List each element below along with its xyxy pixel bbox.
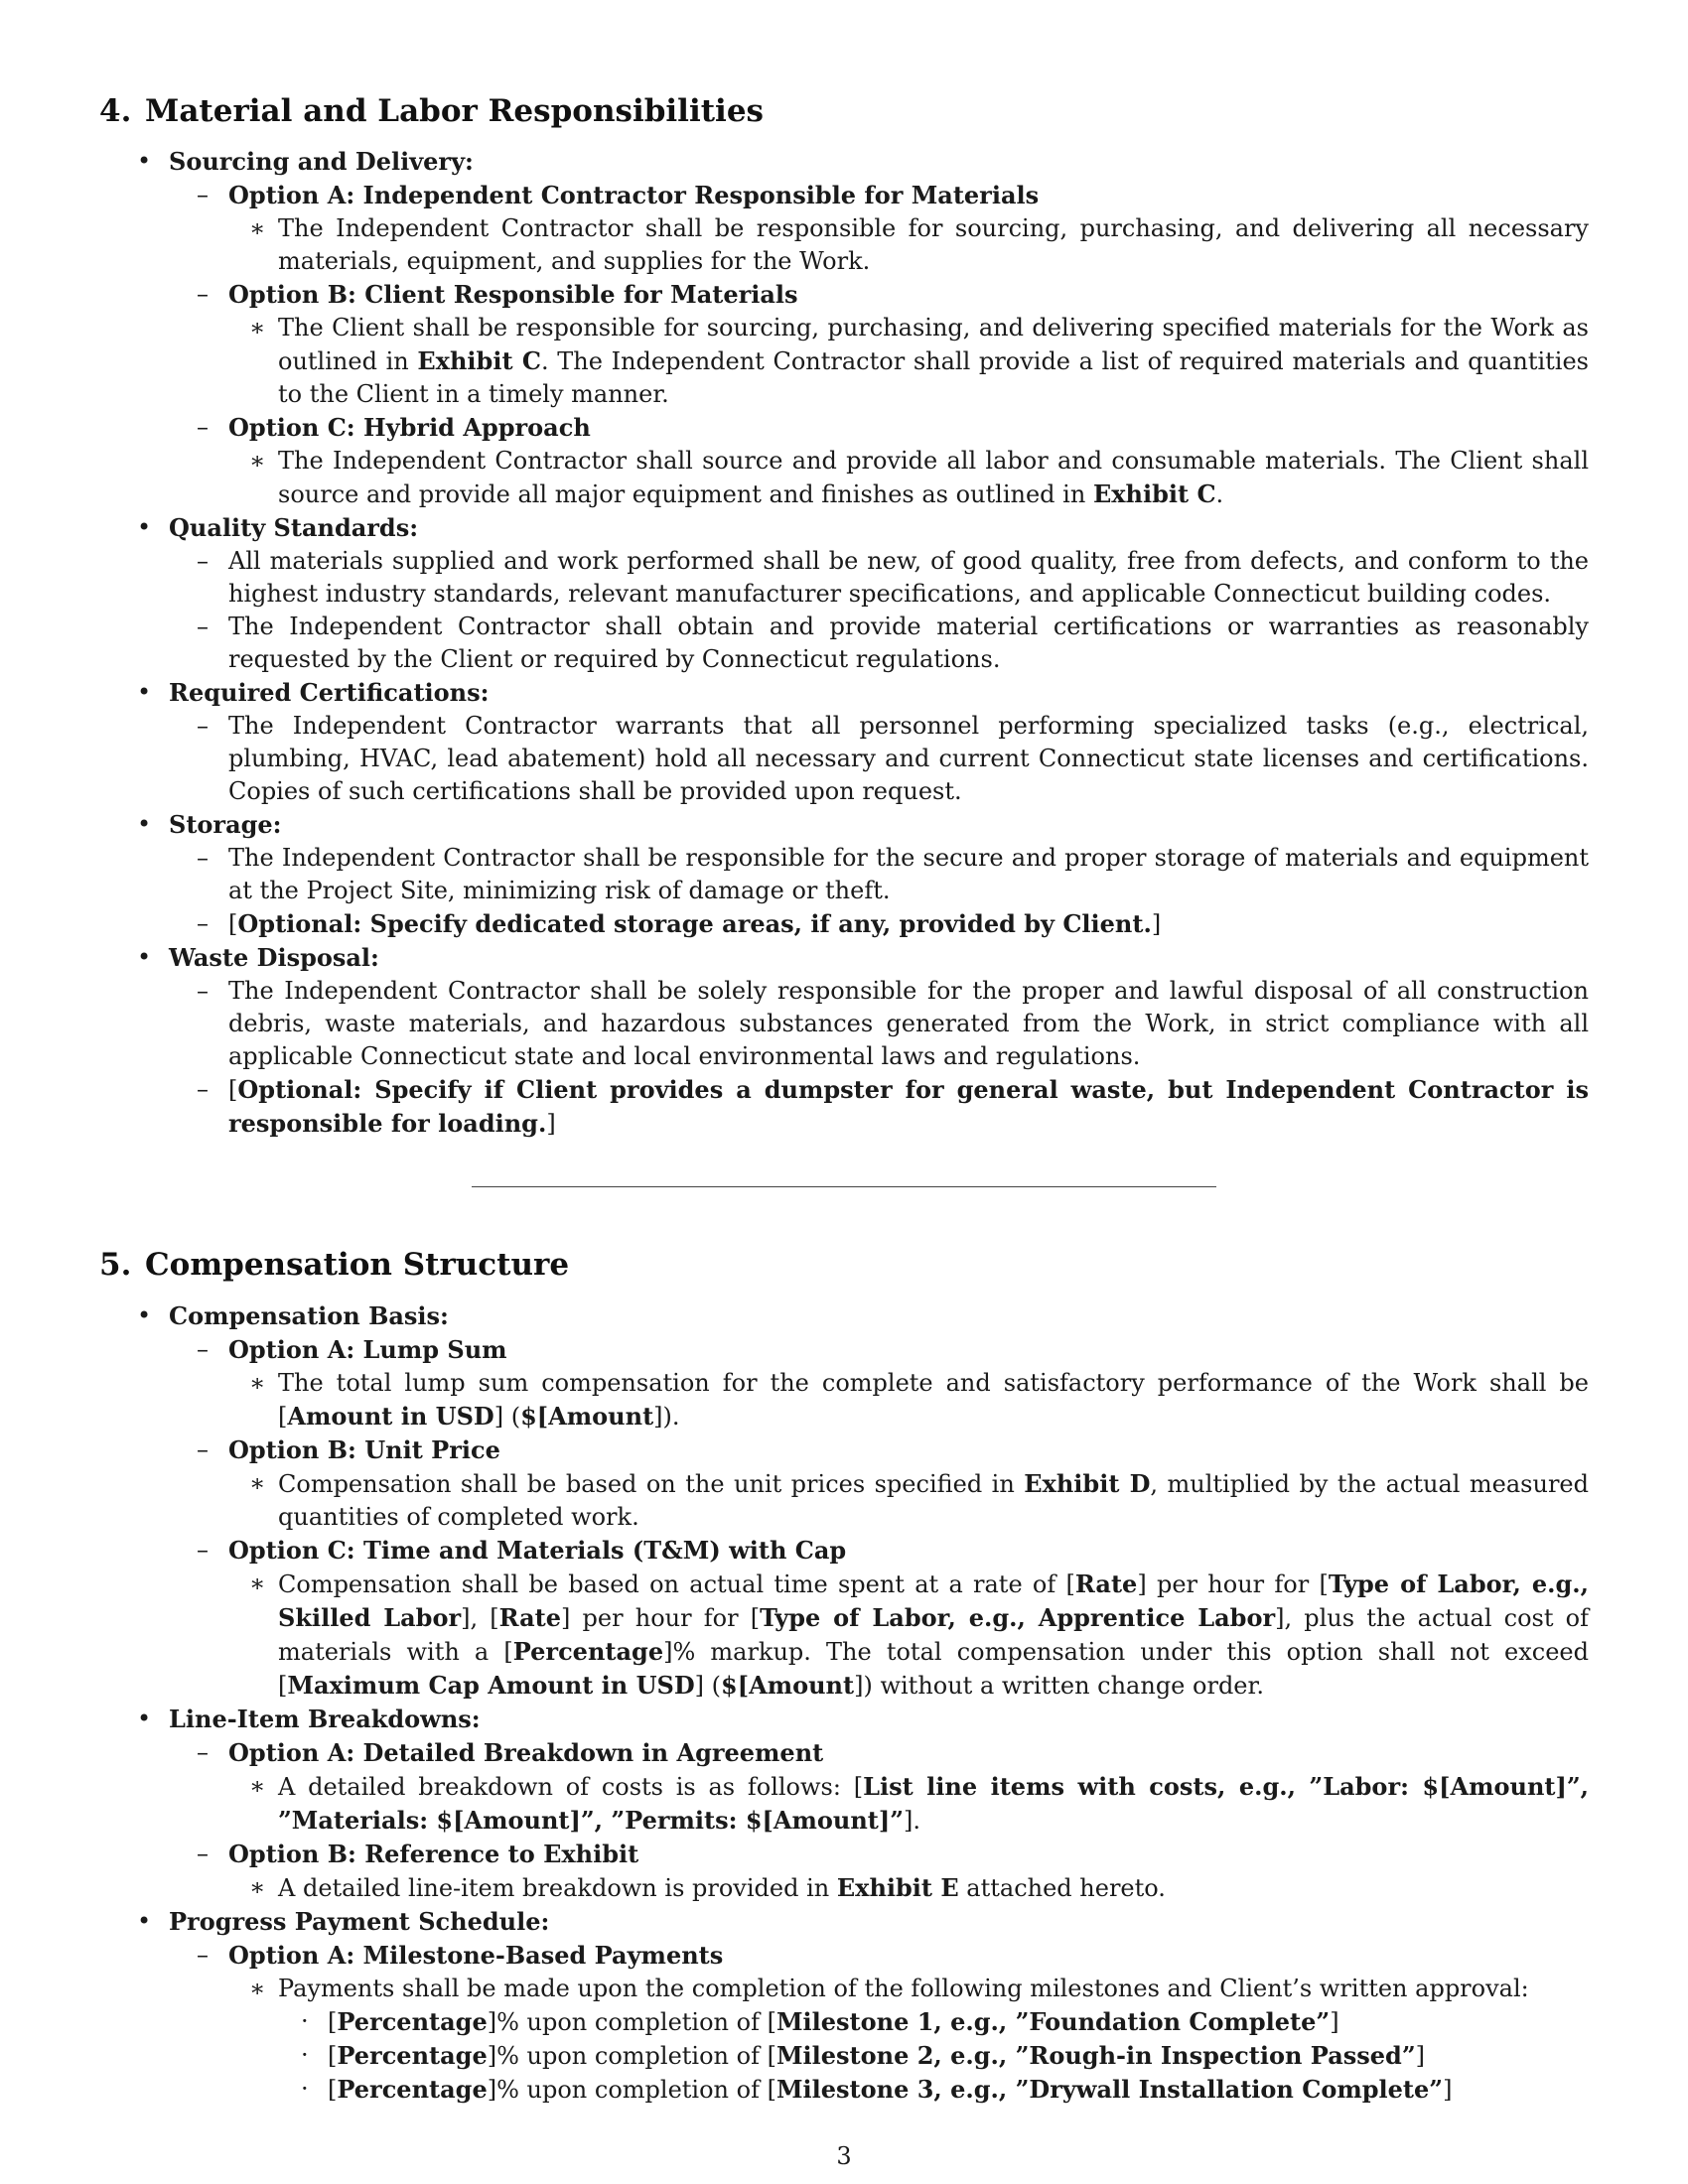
milestone-item: · [Percentage]% upon completion of [Milestone 2, e.g., ”Rough-in Inspection Passed”]	[301, 2040, 1425, 2070]
list-item: • Quality Standards:	[137, 513, 419, 543]
section-divider	[472, 1186, 1216, 1187]
list-item: – Option A: Milestone-Based Payments	[197, 1940, 724, 1970]
list-item: – Option B: Reference to Exhibit	[197, 1839, 639, 1868]
list-item: ∗ Compensation shall be based on actual time spent at a rate of [Rate] per hour for [Type of Labor, e.g., Skilled Labor], [Rate] per hour for [Type of Labor, e.g., Apprentice Labor], plus the actual cost of materials with a [Percentage]% markup. The total compensation under this option shall not exceed [Maximum Cap Amount in USD] ($[Amount]) without a written change order.	[249, 1569, 1590, 1700]
list-item: ∗ The total lump sum compensation for the complete and satisfactory performance of the Work shall be [Amount in USD] ($[Amount]).	[249, 1368, 1589, 1431]
list-item: – The Independent Contractor shall be responsible for the secure and proper storage of materials and equipment at the Project Site, minimizing risk of damage or theft.	[197, 844, 1589, 905]
list-item: ∗ The Independent Contractor shall source and provide all labor and consumable materials. The Client shall source and provide all major equipment and finishes as outlined in Exhibit C.	[249, 447, 1589, 509]
list-item: • Storage:	[137, 810, 282, 840]
list-item: – The Independent Contractor shall obtain and provide material certifications or warranties as reasonably requested by the Client or required by Connecticut regulations.	[197, 613, 1589, 674]
list-item: ∗ Payments shall be made upon the completion of the following milestones and Client’s written approval:	[249, 1974, 1529, 2002]
list-item: – [Optional: Specify if Client provides a dumpster for general waste, but Independent Contractor is responsible for loading.]	[197, 1075, 1589, 1139]
list-item: ∗ The Client shall be responsible for sourcing, purchasing, and delivering specified materials for the Work as outlined in Exhibit C. The Independent Contractor shall provide a list of required materials and quantities to the Client in a timely manner.	[249, 314, 1589, 409]
list-item: ∗ A detailed line-item breakdown is provided in Exhibit E attached hereto.	[249, 1872, 1166, 1902]
list-item: ∗ A detailed breakdown of costs is as follows: [List line items with costs, e.g., ”Labor: $[Amount]”, ”Materials: $[Amount]”, ”Permits: $[Amount]”].	[249, 1771, 1590, 1835]
list-item: • Line-Item Breakdowns:	[137, 1704, 481, 1733]
list-item: – Option B: Client Responsible for Materials	[197, 280, 798, 310]
list-item: – Option C: Hybrid Approach	[197, 413, 591, 443]
list-item: • Compensation Basis:	[137, 1300, 449, 1330]
section-4-heading: 4. Material and Labor Responsibilities	[99, 93, 764, 129]
list-item: • Sourcing and Delivery:	[137, 147, 474, 177]
list-item: – Option A: Independent Contractor Responsible for Materials	[197, 181, 1040, 210]
list-item: • Required Certifications:	[137, 678, 490, 708]
section-4-list	[99, 145, 1589, 1141]
list-item: – [Optional: Specify dedicated storage areas, if any, provided by Client.]	[197, 909, 1162, 939]
list-item: • Waste Disposal:	[137, 943, 379, 973]
list-item: – Option C: Time and Materials (T&M) with Cap	[197, 1535, 847, 1565]
list-item: – The Independent Contractor shall be solely responsible for the proper and lawful disposal of all construction debris, waste materials, and hazardous substances generated from the Work, in strict compliance with all applicable Connecticut state and local environmental laws and regulations.	[197, 977, 1589, 1071]
milestone-item: · [Percentage]% upon completion of [Milestone 1, e.g., ”Foundation Complete”]	[301, 2006, 1339, 2036]
list-item: – Option A: Lump Sum	[197, 1334, 507, 1364]
section-5-list	[99, 1299, 1589, 2107]
milestone-item: · [Percentage]% upon completion of [Milestone 3, e.g., ”Drywall Installation Complete”]	[301, 2074, 1453, 2104]
list-item: – The Independent Contractor warrants that all personnel performing specialized tasks (e.g., electrical, plumbing, HVAC, lead abatement) hold all necessary and current Connecticut state licenses and certifications. Copies of such certifications shall be provided upon request.	[197, 712, 1589, 806]
section-5-heading: 5. Compensation Structure	[99, 1247, 570, 1284]
list-item: – All materials supplied and work performed shall be new, of good quality, free from defects, and conform to the highest industry standards, relevant manufacturer specifications, and applicable Connecticut building codes.	[197, 547, 1589, 609]
list-item: ∗ Compensation shall be based on the unit prices specified in Exhibit D, multiplied by the actual measured quantities of completed work.	[249, 1468, 1589, 1531]
list-item: ∗ The Independent Contractor shall be responsible for sourcing, purchasing, and delivering all necessary materials, equipment, and supplies for the Work.	[249, 214, 1589, 276]
list-item: • Progress Payment Schedule:	[137, 1906, 550, 1936]
document-page	[99, 91, 1589, 2107]
page-number: 3	[836, 2142, 852, 2170]
list-item: – Option B: Unit Price	[197, 1434, 500, 1464]
list-item: – Option A: Detailed Breakdown in Agreement	[197, 1737, 824, 1767]
